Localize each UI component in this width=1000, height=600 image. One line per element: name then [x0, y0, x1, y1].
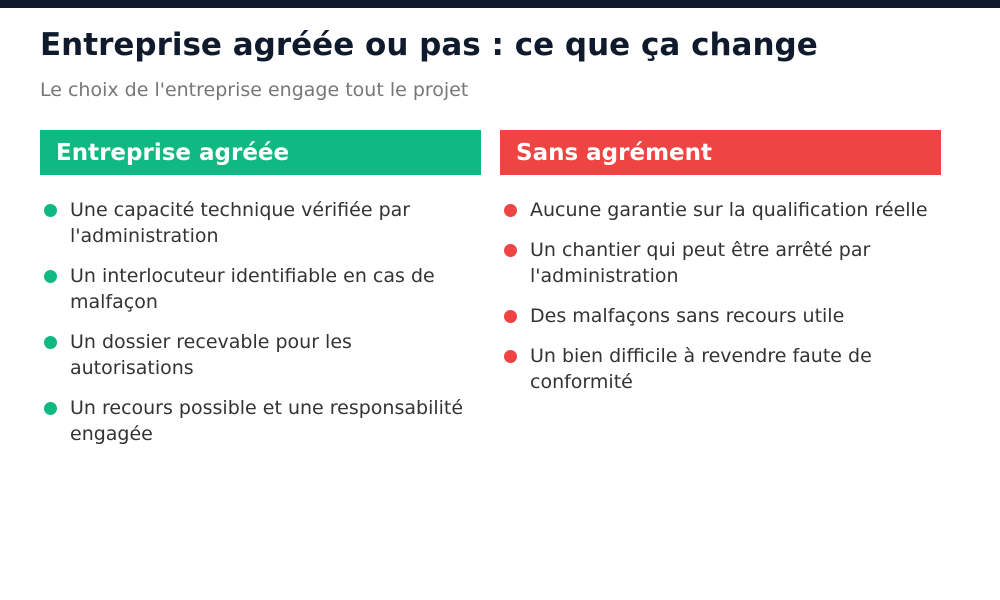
list-item	[500, 197, 941, 223]
list-item-text: Des malfaçons sans recours utile	[530, 305, 845, 327]
list-item-text: Un chantier qui peut être arrêté par l'administration	[530, 239, 871, 287]
top-accent-bar	[0, 0, 1000, 8]
approved-company-header: Entreprise agréée	[40, 130, 481, 175]
unapproved-company-column	[500, 130, 941, 409]
list-item	[40, 329, 481, 381]
list-item-text: Une capacité technique vérifiée par l'administration	[70, 199, 411, 247]
list-item	[500, 343, 941, 395]
approved-company-list	[40, 197, 481, 447]
unapproved-company-list	[500, 197, 941, 395]
bullet-dot-icon	[44, 204, 57, 217]
approved-company-column	[40, 130, 481, 461]
list-item-text: Un bien difficile à revendre faute de conformité	[530, 345, 872, 393]
list-item	[40, 197, 481, 249]
bullet-dot-icon	[504, 350, 517, 363]
list-item	[500, 237, 941, 289]
list-item-text: Aucune garantie sur la qualification réelle	[530, 199, 928, 221]
list-item	[40, 395, 481, 447]
bullet-dot-icon	[44, 270, 57, 283]
bullet-dot-icon	[504, 310, 517, 323]
page-title: Entreprise agréée ou pas : ce que ça change	[40, 27, 818, 63]
list-item-text: Un recours possible et une responsabilité engagée	[70, 397, 464, 445]
unapproved-company-header: Sans agrément	[500, 130, 941, 175]
list-item-text: Un dossier recevable pour les autorisations	[70, 331, 352, 379]
bullet-dot-icon	[44, 336, 57, 349]
list-item	[500, 303, 941, 329]
bullet-dot-icon	[44, 402, 57, 415]
list-item	[40, 263, 481, 315]
page-subtitle: Le choix de l'entreprise engage tout le projet	[40, 79, 469, 101]
bullet-dot-icon	[504, 244, 517, 257]
bullet-dot-icon	[504, 204, 517, 217]
list-item-text: Un interlocuteur identifiable en cas de malfaçon	[70, 265, 435, 313]
